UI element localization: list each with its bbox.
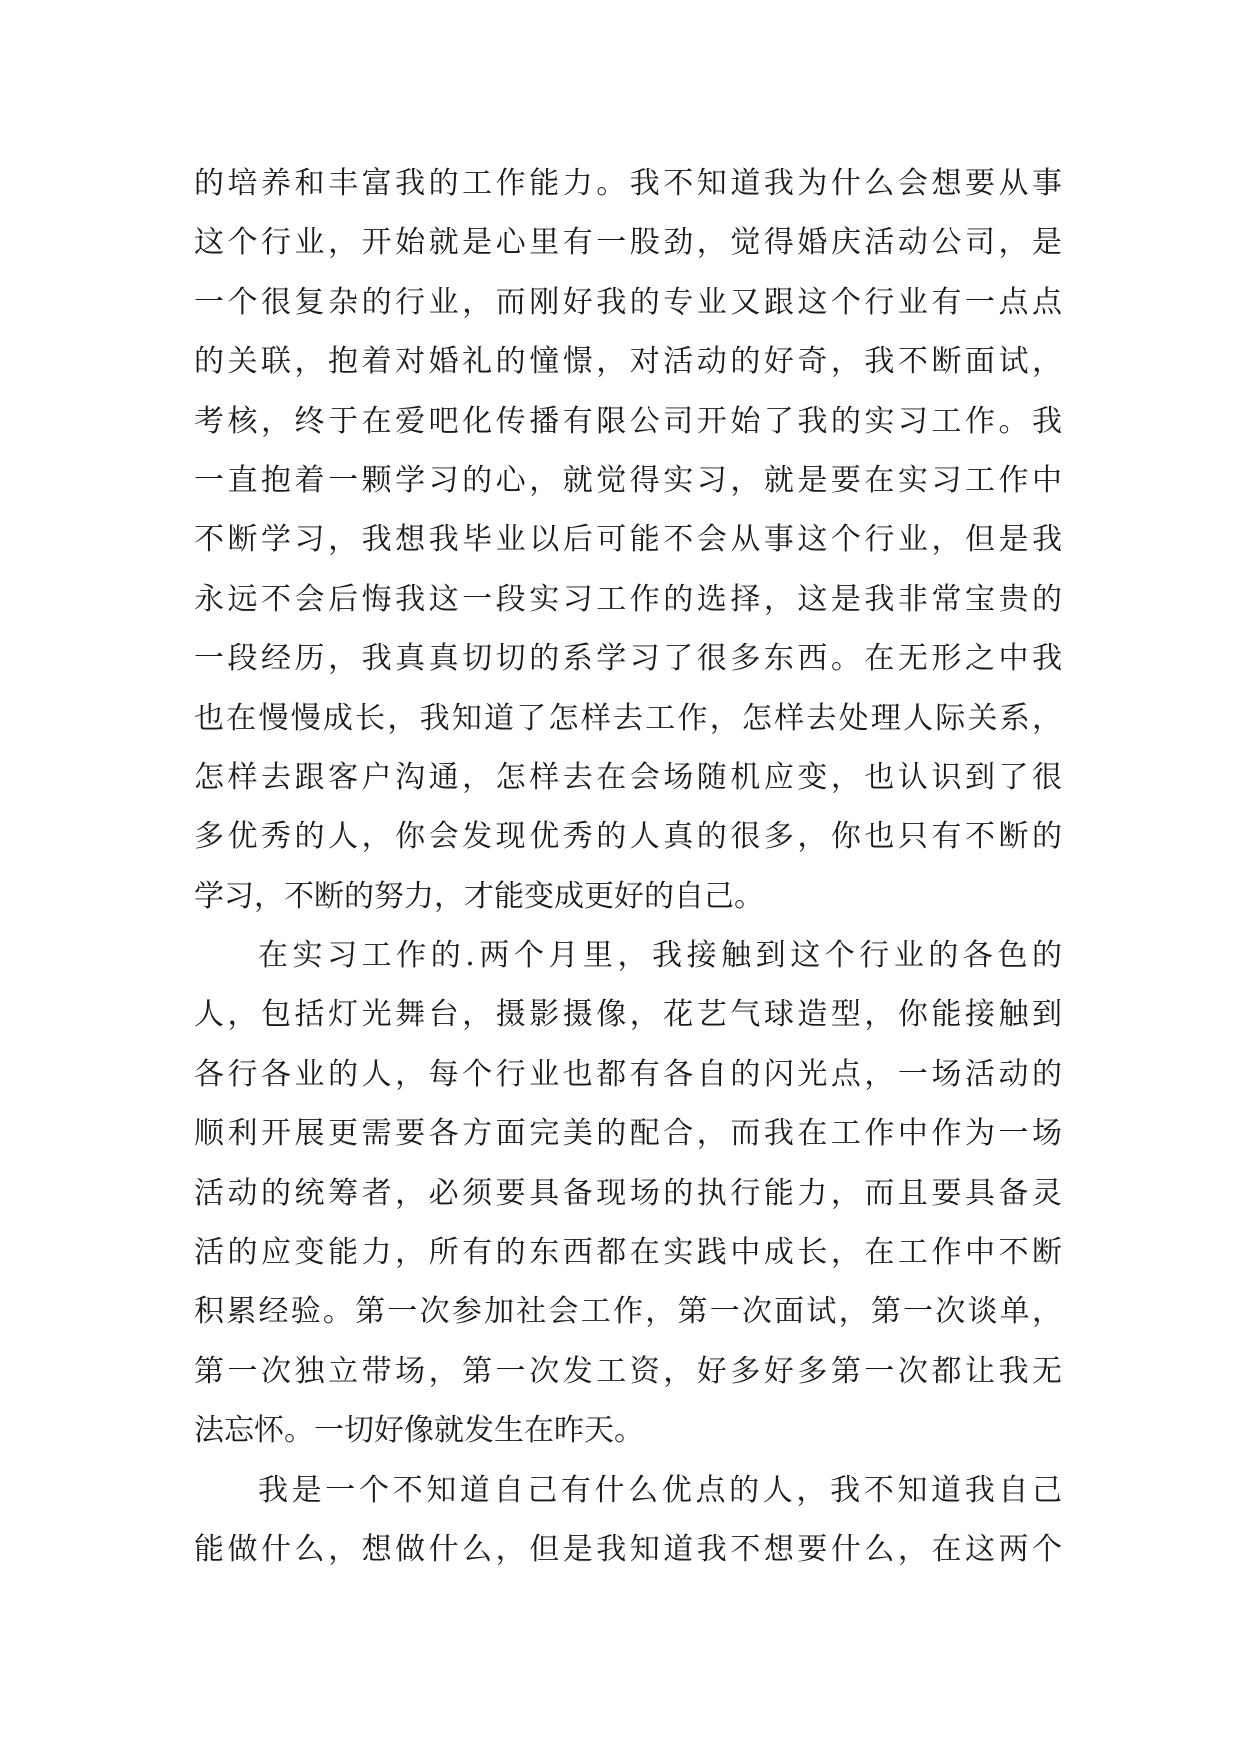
text-line: 怎样去跟客户沟通，怎样去在会场随机应变，也认识到了很 (194, 759, 1062, 795)
text-line: 积累经验。第一次参加社会工作，第一次面试，第一次谈单， (194, 1294, 1062, 1330)
paragraph-first-line: 我是一个不知道自己有什么优点的人，我不知道我自己 (258, 1472, 1062, 1508)
text-line: 这个行业，开始就是心里有一股劲，觉得婚庆活动公司，是 (194, 225, 1062, 261)
text-line: 的关联，抱着对婚礼的憧憬，对活动的好奇，我不断面试， (194, 344, 1062, 380)
text-line: 活的应变能力，所有的东西都在实践中成长，在工作中不断 (194, 1235, 1062, 1271)
text-line: 顺利开展更需要各方面完美的配合，而我在工作中作为一场 (194, 1116, 1062, 1152)
text-line: 一直抱着一颗学习的心，就觉得实习，就是要在实习工作中 (194, 462, 1062, 498)
text-line: 一段经历，我真真切切的系学习了很多东西。在无形之中我 (194, 641, 1062, 677)
body-text (194, 154, 1062, 1579)
text-line: 第一次独立带场，第一次发工资，好多好多第一次都让我无 (194, 1353, 1062, 1389)
text-line: 一个很复杂的行业，而刚好我的专业又跟这个行业有一点点 (194, 284, 1062, 320)
text-line: 考核，终于在爱吧化传播有限公司开始了我的实习工作。我 (194, 403, 1062, 439)
text-line: 学习，不断的努力，才能变成更好的自己。 (194, 878, 764, 914)
text-line: 能做什么，想做什么，但是我知道我不想要什么，在这两个 (194, 1531, 1062, 1567)
text-line: 活动的统筹者，必须要具备现场的执行能力，而且要具备灵 (194, 1175, 1062, 1211)
text-line: 多优秀的人，你会发现优秀的人真的很多，你也只有不断的 (194, 819, 1062, 855)
text-line: 各行各业的人，每个行业也都有各自的闪光点，一场活动的 (194, 1056, 1062, 1092)
text-line: 永远不会后悔我这一段实习工作的选择，这是我非常宝贵的 (194, 581, 1062, 617)
text-line: 的培养和丰富我的工作能力。我不知道我为什么会想要从事 (194, 166, 1062, 201)
text-line: 法忘怀。一切好像就发生在昨天。 (194, 1413, 644, 1449)
text-line: 不断学习，我想我毕业以后可能不会从事这个行业，但是我 (194, 522, 1062, 558)
paragraph-first-line: 在实习工作的.两个月里，我接触到这个行业的各色的 (258, 938, 1062, 974)
text-line: 人，包括灯光舞台，摄影摄像，花艺气球造型，你能接触到 (194, 997, 1062, 1033)
text-line: 也在慢慢成长，我知道了怎样去工作，怎样去处理人际关系， (194, 700, 1062, 736)
